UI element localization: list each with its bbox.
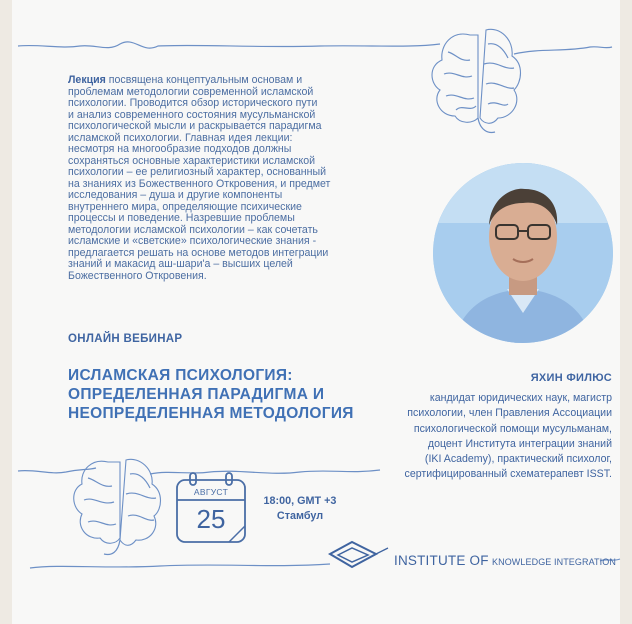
lecture-line: психологии. Проводится обзор исторического пути [68, 97, 318, 109]
institute-name-part2: KNOWLEDGE INTEGRATION [492, 557, 616, 567]
webinar-title-line: ИСЛАМСКАЯ ПСИХОЛОГИЯ: [68, 367, 293, 384]
speaker-bio-line: кандидат юридических наук, магистр [429, 392, 612, 404]
lecture-line: посвящена концептуальным основам и [105, 74, 303, 86]
speaker-bio [395, 391, 612, 483]
lecture-line: на знаниях из Божественного Откровения, и предмет [68, 177, 331, 190]
calendar-icon [174, 470, 248, 546]
lecture-line: процессы и поведение. Назревшие проблемы [68, 212, 295, 224]
lecture-line: методологии исламской психологии – как сочетать [68, 223, 318, 236]
speaker-bio-line: сертифицированный схематерапевт ISST. [404, 468, 612, 481]
calendar-day: 25 [196, 504, 226, 534]
lecture-line: исламской психологии. Главная идея лекции: [68, 131, 293, 144]
speaker-name: ЯХИН ФИЛЮС [530, 372, 612, 384]
institute-name-part1: INSTITUTE OF [394, 553, 489, 568]
lecture-line: предлагается решать на основе методов интеграции [68, 246, 329, 259]
lecture-line: несмотря на многообразие подходов должны [68, 143, 292, 155]
speaker-bio-line: психологии, член Правления Ассоциации [407, 407, 612, 420]
speaker-bio-line: психологической помощи мусульманам, [413, 422, 612, 435]
speaker-bio-line: (IKI Academy), практический психолог, [424, 453, 612, 466]
event-city: Стамбул [276, 509, 324, 522]
event-time-line: 18:00, GMT +3 [263, 495, 337, 507]
lecture-line: психологии – ее религиозный характер, основанный [68, 166, 327, 178]
event-type-label: ОНЛАЙН ВЕБИНАР [68, 333, 183, 345]
brain-icon [432, 29, 521, 132]
lecture-line: психологической мысли и раскрывается парадигма [68, 120, 322, 132]
lecture-lead: Лекция [68, 74, 106, 86]
institute-logo-icon [330, 542, 388, 567]
speaker-photo [433, 163, 613, 343]
lecture-line: проблемам методологии современной исламской [68, 85, 314, 98]
lecture-line: сохраняться основные характеристики исламской [68, 154, 316, 167]
lecture-line: исследования – душа и другие компоненты [68, 189, 283, 201]
event-time [255, 494, 345, 523]
calendar-month: АВГУСТ [193, 487, 229, 497]
lecture-line: внутреннего мира, определяющие психические [68, 200, 302, 213]
lecture-description [68, 75, 408, 282]
institute-name [394, 553, 616, 568]
webinar-title [68, 366, 388, 423]
lecture-line: и анализ современного состояния мусульманской [68, 108, 316, 121]
webinar-title-line: ОПРЕДЕЛЕННАЯ ПАРАДИГМА И [68, 386, 325, 403]
lecture-line: знаний и макасид аш-шари'а – высших целей [68, 258, 293, 270]
lecture-line: Божественного Откровения. [68, 269, 207, 282]
speaker-bio-line: доцент Института интеграции знаний [427, 437, 612, 450]
lecture-line: исламские и «светские» психологические знания - [68, 235, 317, 247]
webinar-title-line: НЕОПРЕДЕЛЕННАЯ МЕТОДОЛОГИЯ [68, 405, 354, 422]
brain-icon [74, 459, 161, 554]
